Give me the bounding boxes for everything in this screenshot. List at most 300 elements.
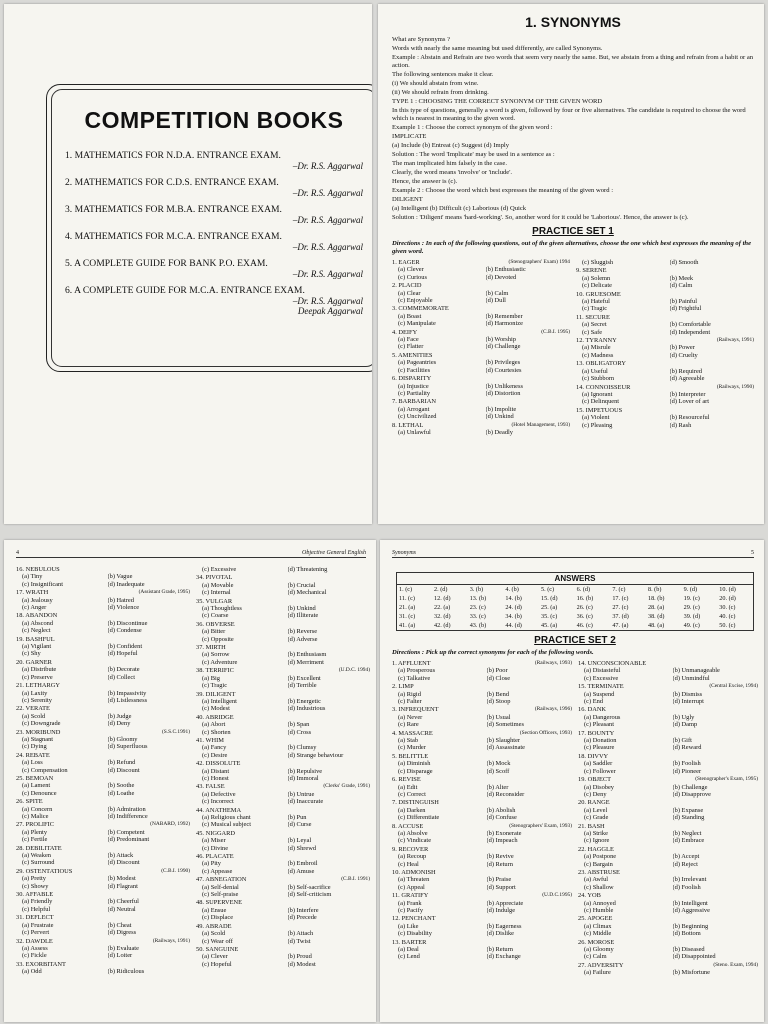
- question-options: [392, 737, 572, 752]
- question-item: [392, 846, 572, 868]
- question-item: [196, 667, 370, 689]
- option: (c) Insignificant: [22, 580, 63, 588]
- option: (b) Interpreter: [669, 390, 706, 398]
- option: (d) Listlessness: [107, 696, 148, 704]
- practice-set-2-title: PRACTICE SET 2: [534, 635, 616, 646]
- page5-column-right: [578, 660, 758, 978]
- option: (d) Return: [486, 860, 513, 868]
- question-options: [576, 414, 754, 429]
- question-item: [578, 776, 758, 798]
- question-word: 31. DEFLECT: [16, 914, 54, 922]
- option: (d) Merriment: [287, 658, 324, 666]
- option: (b) Attack: [107, 852, 134, 860]
- option: (c) Pervert: [22, 929, 50, 937]
- option: (d) Modest: [287, 960, 316, 968]
- option: (b) Revive: [486, 853, 514, 861]
- question-item: [196, 807, 370, 829]
- option: (a) Annoyed: [584, 899, 616, 907]
- question-source: (Stenographer's Exam, 1995): [695, 776, 758, 783]
- option: (b) Untrue: [287, 790, 315, 798]
- question-head: [392, 375, 570, 382]
- answer-cell: 37. (d): [612, 613, 629, 620]
- question-item: [578, 683, 758, 705]
- answer-cell: 27. (c): [612, 604, 629, 611]
- question-options: [578, 737, 758, 752]
- option: (b) Comfortable: [669, 321, 711, 329]
- question-item: [196, 737, 370, 759]
- option: (c) Self-praise: [202, 891, 239, 899]
- question-word: 10. ADMONISH: [392, 868, 436, 876]
- intro-paragraph: Example 1 : Choose the correct synonym of the given word :: [392, 124, 553, 131]
- option: (a) Religious chant: [202, 814, 251, 821]
- answer-cell: 34. (b): [505, 613, 522, 620]
- question-options: [576, 321, 754, 336]
- question-word: 2. LIMP: [392, 683, 414, 691]
- question-options: [392, 807, 572, 822]
- question-item: [196, 691, 370, 713]
- intro-text: [392, 36, 754, 222]
- section-title: 1. SYNONYMS: [525, 14, 621, 30]
- answers-title: ANSWERS: [397, 573, 753, 585]
- option: (b) Gloomy: [107, 735, 138, 743]
- answer-cell: 39. (d): [683, 613, 701, 620]
- question-word: 24. YOB: [578, 892, 601, 900]
- question-options: [578, 946, 758, 961]
- question-word: 3. INFREQUENT: [392, 706, 439, 714]
- question-options: [16, 690, 190, 705]
- option: (c) Helpful: [22, 905, 51, 913]
- option: (a) Miser: [202, 837, 226, 845]
- question-options: [16, 829, 190, 844]
- option: (b) Unlikeness: [485, 382, 523, 390]
- intro-paragraph: Hence, the answer is (c).: [392, 178, 458, 185]
- option: (d) Mechanical: [287, 589, 327, 597]
- answer-cell: 33. (c): [469, 613, 486, 620]
- question-head: [196, 691, 370, 698]
- option: (a) Distasteful: [584, 667, 621, 675]
- question-item: [578, 869, 758, 891]
- question-word: 35. VULGAR: [196, 597, 233, 605]
- option: (c) Safe: [582, 328, 603, 336]
- option: (d) Indifference: [107, 813, 148, 820]
- question-item: [578, 915, 758, 937]
- page-number: 5: [751, 550, 754, 556]
- option: (d) Dull: [485, 297, 506, 305]
- question-options: [392, 313, 570, 328]
- option: (b) Leyal: [287, 837, 312, 845]
- option: (a) Climax: [584, 922, 612, 930]
- page-4: [4, 540, 376, 1022]
- option: (c) Madness: [582, 351, 614, 359]
- question-item: [196, 644, 370, 666]
- option: (c) Adventure: [202, 658, 238, 666]
- answer-cell: 3. (b): [469, 586, 484, 593]
- option: (c) Falter: [398, 698, 422, 706]
- option: (b) Privileges: [485, 359, 521, 367]
- question-options: [392, 760, 572, 775]
- question-item: [392, 282, 570, 304]
- question-word: 13. BARTER: [392, 938, 427, 946]
- question-head: [392, 915, 572, 922]
- question-head: [16, 566, 190, 573]
- question-source: (Section Officers, 1993): [519, 729, 572, 736]
- option: (b) Exonerate: [486, 829, 522, 837]
- option: (c) Talkative: [398, 674, 431, 682]
- option: (a) Pretty: [22, 875, 46, 883]
- option: (a) Gloomy: [584, 946, 614, 954]
- question-word: 3. COMMEMORATE: [392, 305, 449, 313]
- question-head: [16, 659, 190, 666]
- question-head: [578, 892, 758, 899]
- option: (d) Unmindful: [672, 674, 710, 682]
- option: (c) Dying: [22, 743, 47, 751]
- question-source: (C.B.I. 1995): [541, 328, 570, 335]
- question-source: (Stenographers' Exam, 1993): [509, 822, 572, 829]
- question-item: [16, 659, 190, 681]
- option: (c) Rare: [398, 721, 419, 729]
- question-options: [392, 290, 570, 305]
- question-head: [578, 939, 758, 946]
- answer-cell: 15. (d): [541, 595, 558, 602]
- question-item: [578, 846, 758, 868]
- option: (a) Like: [398, 922, 419, 930]
- question-head: [16, 589, 190, 596]
- question-options: [16, 968, 190, 975]
- option: (b) Power: [669, 344, 695, 352]
- book-author: Deepak Aggarwal: [297, 306, 363, 316]
- option: (d) Predominant: [107, 836, 150, 844]
- option: (b) Accept: [672, 853, 700, 861]
- option: (d) Curse: [287, 821, 312, 829]
- answers-row: [397, 585, 753, 594]
- question-item: [392, 776, 572, 798]
- option: (a) Never: [398, 713, 423, 721]
- question-source: (Railways, 1991): [716, 337, 754, 344]
- answer-cell: 26. (c): [576, 604, 593, 611]
- intro-paragraph: (i) We should abstain from wine.: [392, 80, 479, 87]
- question-head: [392, 799, 572, 806]
- question-options: [578, 853, 758, 868]
- option: (a) Abort: [202, 721, 226, 729]
- question-options: [576, 275, 754, 290]
- intro-paragraph: IMPLICATE: [392, 133, 427, 140]
- question-source: (Steno. Exam, 1994): [713, 961, 758, 968]
- question-options: [392, 946, 572, 961]
- question-options: [16, 898, 190, 913]
- option: (b) Span: [287, 721, 310, 729]
- option: (c) Musical subject: [202, 821, 251, 829]
- book-author: –Dr. R.S. Aggarwal: [292, 188, 363, 198]
- option: (a) Lament: [22, 782, 51, 790]
- option: (d) Stoop: [486, 698, 511, 706]
- option: (d) Terrible: [287, 682, 317, 690]
- option: (a) Rigid: [398, 690, 421, 698]
- question-head: [16, 891, 190, 898]
- question-source: (Clerks' Grade, 1991): [323, 783, 370, 790]
- question-options: [196, 582, 370, 597]
- option: (c) Vindicate: [398, 837, 432, 845]
- question-options: [392, 876, 572, 891]
- question-options: [196, 791, 370, 806]
- question-word: 12. TYRANNY: [576, 337, 617, 345]
- option: (c) Serenity: [22, 696, 52, 704]
- question-word: 39. DILIGENT: [196, 690, 236, 698]
- option: (d) Loathe: [107, 789, 135, 797]
- question-options: [196, 930, 370, 945]
- option: (d) Strange behaviour: [287, 751, 344, 759]
- question-head: [16, 938, 190, 945]
- question-options: [392, 691, 572, 706]
- question-head: [578, 799, 758, 806]
- question-head: [196, 737, 370, 744]
- option: (b) Ugly: [672, 713, 695, 721]
- question-head: [392, 282, 570, 289]
- question-item: [392, 915, 572, 937]
- option: (d) Indulge: [486, 907, 516, 914]
- question-item: [576, 267, 754, 289]
- book-author: –Dr. R.S. Aggarwal: [292, 161, 363, 171]
- question-word: 14. UNCONSCIONABLE: [578, 660, 647, 667]
- option: (a) Scold: [202, 930, 226, 938]
- book-title: 2. MATHEMATICS FOR C.D.S. ENTRANCE EXAM.: [65, 177, 279, 188]
- question-head: [392, 823, 572, 830]
- question-source: (Assistant Grade, 1995): [138, 589, 190, 596]
- question-item: [578, 753, 758, 775]
- option: (a) Absolve: [398, 829, 428, 837]
- question-options: [196, 566, 370, 573]
- question-options: [196, 651, 370, 666]
- option: (c) Malice: [22, 813, 49, 820]
- question-options: [16, 945, 190, 960]
- page-header: [16, 550, 366, 558]
- option: (b) Discontinue: [107, 619, 148, 627]
- option: (b) Return: [486, 946, 513, 954]
- option: (b) Clumsy: [287, 744, 317, 752]
- option: (d) Sometimes: [486, 721, 524, 729]
- question-word: 49. ABRADE: [196, 922, 232, 930]
- option: (a) Awful: [584, 876, 609, 884]
- question-item: [576, 314, 754, 336]
- option: (b) Reverse: [287, 628, 318, 636]
- question-word: 50. SANGUINE: [196, 945, 239, 953]
- option: (b) Admiration: [107, 805, 146, 813]
- option: (b) Unmanageable: [672, 667, 720, 675]
- answer-cell: 28. (a): [647, 604, 665, 611]
- option: (a) Clear: [398, 289, 421, 297]
- question-options: [392, 900, 572, 915]
- answer-cell: 18. (b): [647, 595, 665, 602]
- option: (a) Pity: [202, 860, 221, 868]
- question-options: [196, 721, 370, 736]
- option: (a) Bitter: [202, 628, 226, 636]
- option: (d) Rash: [669, 421, 692, 429]
- option: (b) Unkind: [287, 605, 316, 613]
- answer-cell: 32. (d): [434, 613, 451, 620]
- option: (c) Excessive: [584, 674, 619, 682]
- option: (a) Strike: [584, 829, 608, 837]
- option: (d) Bottom: [672, 930, 701, 938]
- option: (c) Correct: [398, 790, 426, 798]
- option: (d) Frightful: [669, 305, 702, 313]
- option: (c) Sluggish: [582, 259, 614, 266]
- option: (b) Attach: [287, 930, 314, 938]
- question-options: [16, 875, 190, 890]
- option: (b) Repulsive: [287, 767, 323, 775]
- question-head: [392, 846, 572, 853]
- question-item: [392, 939, 572, 961]
- question-source: (NABARD, 1992): [150, 821, 190, 828]
- set1-column-right: [576, 259, 754, 437]
- book-title: 5. A COMPLETE GUIDE FOR BANK P.O. EXAM.: [65, 258, 268, 269]
- option: (c) Enjoyable: [398, 297, 433, 305]
- option: (a) Defective: [202, 790, 236, 798]
- question-item: [16, 798, 190, 820]
- question-head: [578, 706, 758, 713]
- question-options: [392, 923, 572, 938]
- question-source: (S.S.C.1991): [161, 728, 190, 735]
- option: (c) Deny: [584, 790, 607, 798]
- book-item: [65, 285, 363, 316]
- option: (a) Loss: [22, 759, 43, 767]
- question-head: [392, 683, 572, 690]
- option: (c) Heal: [398, 860, 419, 868]
- question-head: [16, 914, 190, 921]
- answer-cell: 24. (d): [505, 604, 522, 611]
- books-list: [55, 150, 372, 316]
- option: (c) Follower: [584, 767, 616, 775]
- question-word: 22. VERATE: [16, 705, 50, 713]
- question-item: [16, 729, 190, 751]
- answers-table: [396, 572, 754, 631]
- question-word: 8. LETHAL: [392, 421, 424, 429]
- question-head: [392, 305, 570, 312]
- answer-cell: 21. (a): [399, 604, 416, 611]
- option: (d) Adverse: [287, 635, 318, 643]
- question-head: [16, 821, 190, 828]
- question-head: [576, 267, 754, 274]
- intro-paragraph: Solution : 'Diligent' means 'hard-working'. So, another word for it could be 'Laborious'. Hence, the answer is (c).: [392, 214, 689, 221]
- question-item: [196, 566, 370, 573]
- option: (d) Violence: [107, 604, 140, 612]
- question-word: 5. AMENITIES: [392, 351, 433, 359]
- option: (d) Self-criticism: [287, 891, 332, 899]
- question-options: [392, 359, 570, 374]
- question-item: [578, 706, 758, 728]
- option: (c) Uncivilized: [398, 413, 437, 421]
- option: (b) Foolish: [672, 760, 701, 768]
- question-head: [392, 892, 572, 899]
- question-item: [392, 422, 570, 437]
- question-item: [196, 946, 370, 968]
- question-head: [196, 853, 370, 860]
- page-number: 4: [16, 550, 19, 556]
- answer-cell: 14. (b): [505, 595, 522, 602]
- question-head: [16, 682, 190, 689]
- question-word: 38. TERRIFIC: [196, 667, 234, 675]
- question-source: (Railways, 1993): [534, 660, 572, 666]
- answer-cell: 30. (c): [719, 604, 736, 611]
- question-item: [578, 799, 758, 821]
- option: (b) Alter: [486, 783, 509, 791]
- question-options: [16, 759, 190, 774]
- option: (d) Embrace: [672, 837, 705, 845]
- question-head: [392, 939, 572, 946]
- answer-cell: 9. (d): [683, 586, 698, 593]
- question-head: [16, 752, 190, 759]
- option: (c) Pacify: [398, 907, 424, 914]
- question-item: [578, 962, 758, 977]
- question-item: [196, 598, 370, 620]
- question-options: [392, 429, 570, 436]
- question-head: [392, 776, 572, 783]
- question-word: 19. BASHFUL: [16, 635, 55, 643]
- question-head: [196, 899, 370, 906]
- answer-cell: 25. (a): [541, 604, 558, 611]
- question-options: [196, 884, 370, 899]
- question-options: [392, 784, 572, 799]
- answer-cell: 5. (c): [541, 586, 555, 593]
- question-head: [196, 644, 370, 651]
- option: (d) Reconsider: [486, 790, 525, 798]
- question-source: (Railways, 1996): [534, 706, 572, 713]
- question-item: [16, 612, 190, 634]
- option: (c) Surround: [22, 859, 55, 867]
- option: (b) Eagerness: [486, 922, 522, 930]
- question-head: [578, 962, 758, 969]
- option: (d) Smooth: [669, 259, 699, 266]
- option: (c) Compensation: [22, 766, 68, 774]
- option: (d) Shrewd: [287, 844, 317, 852]
- question-options: [578, 667, 758, 682]
- question-word: 10. GRUESOME: [576, 290, 621, 298]
- question-word: 15. TERMINATE: [578, 683, 624, 691]
- option: (d) Reward: [672, 744, 702, 752]
- intro-paragraph: (a) Intelligent (b) Difficult (c) Laborious (d) Quick: [392, 205, 527, 212]
- option: (d) Superfluous: [107, 743, 148, 751]
- question-item: [576, 407, 754, 429]
- option: (b) Interfere: [287, 906, 319, 914]
- option: (b) Calm: [485, 289, 509, 297]
- option: (d) Confuse: [486, 814, 517, 822]
- question-word: 34. PIVOTAL: [196, 574, 233, 582]
- question-word: 18. ABANDON: [16, 612, 58, 620]
- option: (d) Devoted: [485, 273, 517, 281]
- question-word: 17. BOUNTY: [578, 729, 615, 737]
- question-options: [392, 714, 572, 729]
- option: (d) Disappointed: [672, 953, 716, 961]
- option: (a) Threaten: [398, 876, 430, 884]
- option: (c) Tragic: [202, 682, 228, 690]
- option: (c) Preserve: [22, 673, 53, 681]
- question-item: [392, 329, 570, 351]
- question-head: [578, 846, 758, 853]
- question-options: [578, 807, 758, 822]
- option: (d) Calm: [669, 282, 693, 290]
- question-options: [196, 698, 370, 713]
- question-source: (U.D.C. 1994): [338, 667, 370, 674]
- question-head: [196, 760, 370, 767]
- option: (c) Disparage: [398, 767, 433, 775]
- option: (b) Gift: [672, 737, 692, 745]
- option: (a) Injustice: [398, 382, 429, 390]
- option: (d) Challenge: [485, 343, 521, 351]
- option: (c) Lend: [398, 953, 420, 961]
- option: (b) Bend: [486, 690, 510, 698]
- option: (b) Appreciate: [486, 899, 524, 907]
- question-options: [16, 666, 190, 681]
- answer-cell: 22. (a): [434, 604, 451, 611]
- question-item: [392, 892, 572, 914]
